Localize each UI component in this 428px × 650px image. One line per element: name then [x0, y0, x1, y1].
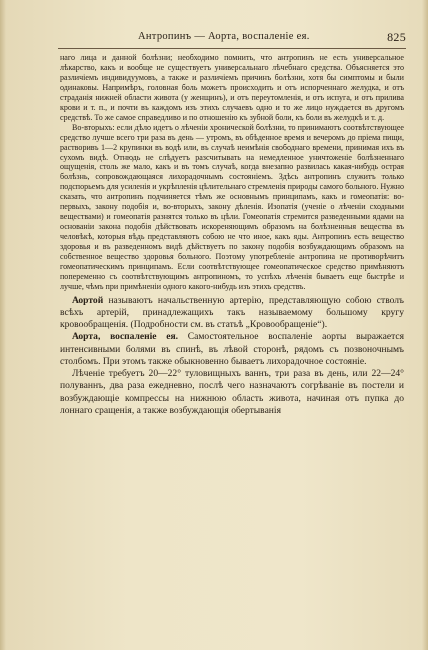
entry-heading: Аортой: [72, 294, 104, 306]
header-rule: [58, 48, 406, 49]
entry-text: Лѣченіе требуетъ 20—22° туловищныхъ ваннъ, три раза въ день, или 22—24° полуваннъ, два раза ежедневно, послѣ чего назначаютъ согрѣваніе въ постели и возбуждающіе компрессы на нижнюю область живота, начиная отъ пупка до лоннаго сращенія, а также возбуждающія обертыванія: [60, 368, 404, 416]
page-number: 825: [387, 30, 406, 44]
article-section: [60, 295, 404, 417]
entry-text: Самостоятельное воспаленіе аорты выражается интенсивными болями въ спинѣ, въ лѣвой сторонѣ, рядомъ съ позвоночнымъ столбомъ. При этомъ также обыкновенно бываетъ лихорадочное состояніе.: [60, 331, 404, 367]
paragraph: Во-вторыхъ: если дѣло идетъ о лѣченіи хронической болѣзни, то принимаютъ соотвѣтствующее средство лучше всего три раза въ день — утромъ, въ обѣденное время и вечеромъ до пріема пищи, растворивъ 1—2 крупинки въ водѣ или, въ случаѣ неимѣнія свободнаго времени, принимая ихъ въ сухомъ видѣ. Отнюдь не слѣдуетъ разсчитывать на немедленное уничтоженіе болѣзненнаго ощущенія, столь же мало, какъ и въ томъ случаѣ, когда внезапно развилась какая-нибудь острая болѣзнь, сопровождающаяся лихорадочнымъ состояніемъ. Здѣсь антропинъ служитъ только подспорьемъ для усиленія и укрѣпленія цѣлительнаго стремленія природы самого больного. Нужно сказать, что антропинъ подчиняется тѣмъ же основнымъ принципамъ, какъ и гомеопатія: во-первыхъ, закону подобія и, во-вторыхъ, закону дѣленія. Изопатія (ученіе о лѣченіи сходными веществами) и гомеопатія разнятся только въ цѣли. Гомеопатія стремится разведенными ядами на основаніи закона подобія дѣйствовать искореняющимъ образомъ на болѣзненныя вещества въ человѣкѣ, которыя вѣдь представляютъ собою не что иное, какъ яды. Антропинъ есть вещество здоровья и въ разведенномъ видѣ дѣйствуетъ по закону подобія возбуждающимъ образомъ на собственное вещество здоровья больного. Поэтому употребленіе антропина не противорѣчитъ гомеопатическимъ принципамъ. Если соотвѣтствующее гомеопатическое средство примѣняютъ попеременно съ соотвѣтствующимъ антропиномъ, то успѣхъ лѣченія бываетъ еще быстрѣе и лучше, чѣмъ при примѣненіи одного какого-нибудь изъ этихъ средствъ.: [60, 122, 404, 291]
running-header: [58, 31, 406, 45]
article-paragraph: [60, 331, 404, 368]
article-paragraph: [60, 368, 404, 417]
article-paragraph: [60, 295, 404, 332]
page-left-edge: [0, 0, 6, 650]
page-right-edge: [422, 0, 428, 650]
page-body: [60, 53, 404, 417]
paragraph: наго лица и данной болѣзни; необходимо помнить, что антропинъ не есть универсальное лѣкарство, какъ и вообще не существуетъ универсальнаго лѣчебнаго средства. Объясняется это различіемъ индивидуумовъ, а также и различіемъ причинъ болѣзни, хотя бы симптомы и были одинаковы. Напримѣръ, головная боль можетъ происходить и отъ испорченнаго желудка, и отъ страданія нижней области живота (у женщинъ), и отъ переутомленія, и отъ испуга, и отъ прилива крови и т. п., и почти въ каждомъ изъ этихъ случаевъ одно и то же лицо нуждается въ другомъ средствѣ. То же самое справедливо и по отношенію къ зубной боли, къ боли въ желудкѣ и т. д.: [60, 53, 404, 122]
running-header-title: Антропинъ — Аорта, воспаленіе ея.: [138, 31, 310, 42]
entry-text: называютъ начальственную артерію, представляющую собою стволъ всѣхъ артерій, принадлежащихъ такъ называемому большому кругу кровообращенія. (Подробности см. въ статьѣ „Кровообращеніе“).: [60, 294, 404, 331]
small-print-section: [60, 53, 404, 292]
entry-heading: Аорта, воспаленіе ея.: [72, 331, 179, 343]
